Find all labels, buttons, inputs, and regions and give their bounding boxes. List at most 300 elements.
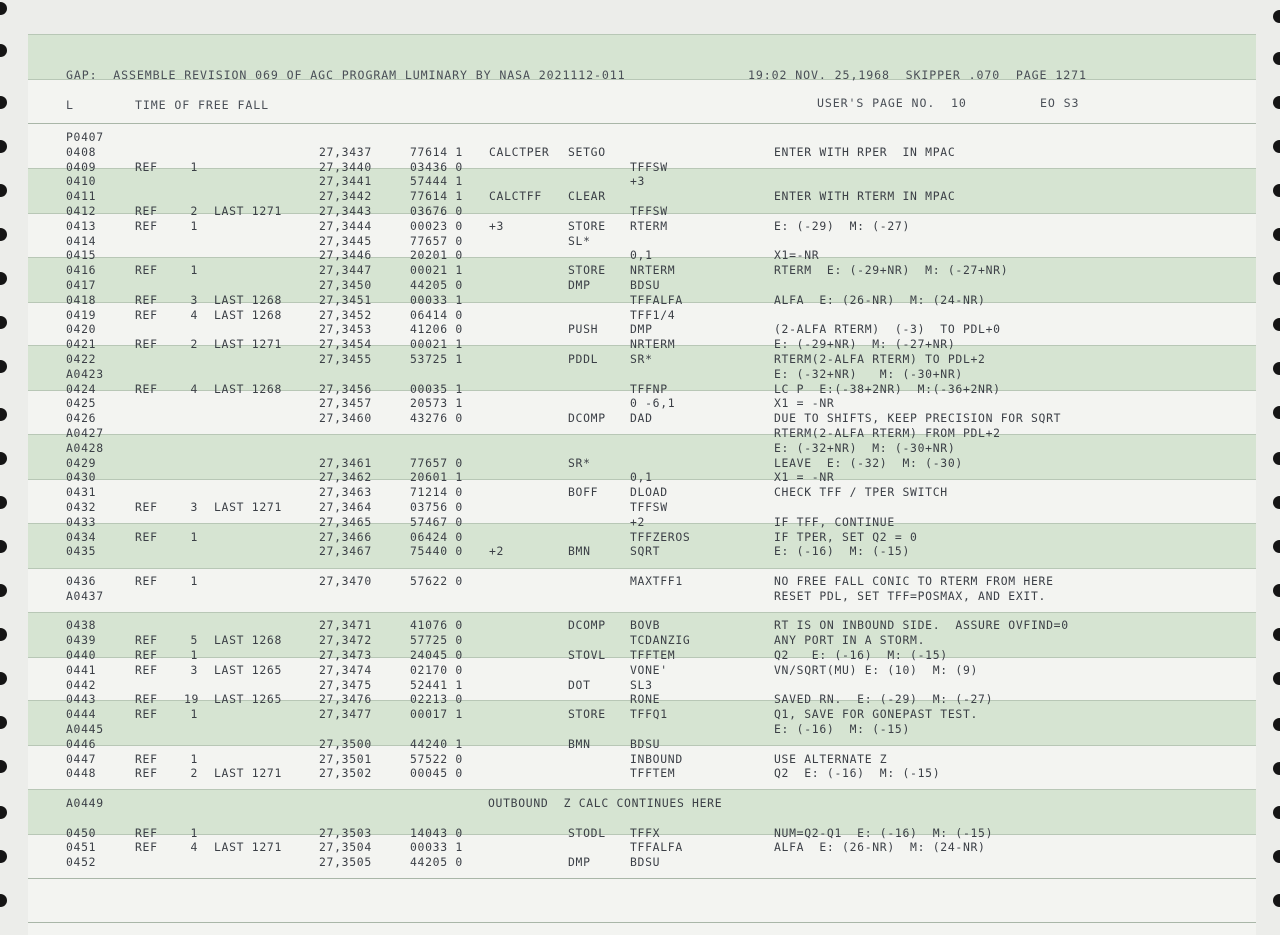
listing-row [0,174,1280,189]
comment: ALFA E: (26-NR) M: (24-NR) [774,292,986,307]
octal-word: 77614 1 [410,144,463,159]
section-title: TIME OF FREE FALL [135,98,269,112]
listing-row [0,589,1280,604]
octal-word: 77657 0 [410,455,463,470]
listing-row [0,544,1280,559]
address: 27,3457 [319,396,372,411]
ref-marker: REF [135,766,158,781]
line-number: 0442 [66,677,97,692]
last-ref: LAST 1271 [214,766,283,781]
listing-row [0,456,1280,471]
octal-word: 57444 1 [410,174,463,189]
octal-word: 03756 0 [410,500,463,514]
operand: TFFNP [630,381,668,396]
listing-row [0,337,1280,352]
opcode: DCOMP [568,618,606,633]
line-number: 0448 [66,766,97,781]
octal-word: 03436 0 [410,159,463,174]
operand: DAD [630,411,653,426]
opcode: SETGO [568,144,606,159]
opcode: STODL [568,825,606,840]
band-rule [28,878,1256,879]
operand: TFF1/4 [630,307,676,322]
users-page-number: USER'S PAGE NO. 10 [817,96,967,110]
listing-row [0,145,1280,160]
line-number: 0411 [66,189,97,204]
operand: TFFQ1 [630,707,668,722]
line-number: 0441 [66,662,97,677]
comment: RTERM(2-ALFA RTERM) FROM PDL+2 [774,426,1001,440]
page-letter: L [66,98,74,112]
comment: IF TPER, SET Q2 = 0 [774,529,918,544]
listing-row [0,707,1280,722]
ref-count: 2 [190,337,198,352]
line-number: 0438 [66,618,97,633]
operand: NRTERM [630,263,676,278]
ref-count: 1 [190,574,198,588]
opcode: DCOMP [568,411,606,426]
listing-row [0,722,1280,737]
address: 27,3471 [319,618,372,633]
band-rule [28,922,1256,923]
ref-marker: REF [135,500,158,514]
line-number: 0431 [66,485,97,500]
address: 27,3460 [319,411,372,426]
ref-count: 4 [190,381,198,396]
listing-row [0,278,1280,293]
comment: E: (-32+NR) M: (-30+NR) [774,440,956,455]
octal-word: 00033 1 [410,292,463,307]
comment: ENTER WITH RPER IN MPAC [774,144,956,159]
line-number: 0415 [66,248,97,263]
listing-row [0,752,1280,767]
line-number: 0432 [66,500,97,514]
listing-row [0,737,1280,752]
opcode: CLEAR [568,189,606,204]
opcode: SR* [568,455,591,470]
operand: SQRT [630,544,661,559]
operand: TCDANZIG [630,633,691,648]
opcode: STORE [568,707,606,722]
listing-row [0,411,1280,426]
ref-marker: REF [135,204,158,218]
comment: CHECK TFF / TPER SWITCH [774,485,948,500]
address: 27,3477 [319,707,372,722]
octal-word: 57622 0 [410,574,463,588]
address: 27,3450 [319,278,372,292]
comment: USE ALTERNATE Z [774,751,888,766]
last-ref: LAST 1268 [214,292,283,307]
operand: NRTERM [630,337,676,352]
ref-count: 1 [190,648,198,662]
octal-word: 00035 1 [410,381,463,396]
line-number: 0440 [66,648,97,662]
listing-row [0,530,1280,545]
opcode: DMP [568,278,591,292]
last-ref: LAST 1271 [214,840,283,855]
comment: VN/SQRT(MU) E: (10) M: (9) [774,662,979,677]
operand: VONE' [630,662,668,677]
address: 27,3474 [319,662,372,677]
ref-marker: REF [135,307,158,322]
ref-count: 3 [190,662,198,677]
comment: LC P E:(-38+2NR) M:(-36+2NR) [774,381,1001,396]
comment: X1 = -NR [774,470,835,485]
listing-row [0,396,1280,411]
listing-row [0,382,1280,397]
listing-row [0,515,1280,530]
operand: TFFTEM [630,648,676,662]
listing-row [0,426,1280,441]
last-ref: LAST 1271 [214,204,283,218]
listing-row [0,500,1280,515]
octal-word: 77657 0 [410,233,463,248]
address: 27,3440 [319,159,372,174]
octal-word: 20201 0 [410,248,463,263]
line-number: A0423 [66,366,104,381]
ref-count: 1 [190,218,198,233]
line-number: 0414 [66,233,97,248]
listing-row [0,248,1280,263]
line-number: 0417 [66,278,97,292]
octal-word: 41206 0 [410,322,463,337]
operand: BDSU [630,278,661,292]
address: 27,3502 [319,766,372,781]
operand: BOVB [630,618,661,633]
ref-count: 5 [190,633,198,648]
ref-marker: REF [135,707,158,722]
operand: TFFX [630,825,661,840]
comment: E: (-32+NR) M: (-30+NR) [774,366,963,381]
operand: +3 [630,174,646,189]
comment: NO FREE FALL CONIC TO RTERM FROM HERE [774,574,1054,588]
comment: E: (-29+NR) M: (-27+NR) [774,337,956,352]
line-number: 0424 [66,381,97,396]
opcode: STOVL [568,648,606,662]
address: 27,3451 [319,292,372,307]
ref-marker: REF [135,263,158,278]
listing-row [0,618,1280,633]
ref-count: 2 [190,204,198,218]
operand: TFFALFA [630,840,683,855]
last-ref: LAST 1268 [214,381,283,396]
address: 27,3466 [319,529,372,544]
comment: X1 = -NR [774,396,835,411]
opcode: DMP [568,855,591,870]
line-number: A0428 [66,440,104,455]
comment: (2-ALFA RTERM) (-3) TO PDL+0 [774,322,1001,337]
address: 27,3464 [319,500,372,514]
octal-word: 14043 0 [410,825,463,840]
address: 27,3452 [319,307,372,322]
address: 27,3441 [319,174,372,189]
address: 27,3437 [319,144,372,159]
listing-row [0,692,1280,707]
operand: 0 -6,1 [630,396,676,411]
line-number: 0430 [66,470,97,485]
ref-count: 1 [190,751,198,766]
address: 27,3463 [319,485,372,500]
address: 27,3501 [319,751,372,766]
octal-word: 02170 0 [410,662,463,677]
line-number: 0410 [66,174,97,189]
opcode: SL* [568,233,591,248]
listing-row [0,781,1280,796]
opcode: BMN [568,736,591,751]
opcode: STORE [568,218,606,233]
listing-row [0,826,1280,841]
octal-word: 20573 1 [410,396,463,411]
octal-word: 03676 0 [410,204,463,218]
ref-marker: REF [135,381,158,396]
line-number: 0418 [66,292,97,307]
last-ref: LAST 1271 [214,500,283,514]
line-number: A0427 [66,426,104,440]
octal-word: 44205 0 [410,278,463,292]
comment: X1=-NR [774,248,820,263]
address: 27,3445 [319,233,372,248]
listing-row [0,308,1280,323]
line-number: 0409 [66,159,97,174]
address: 27,3465 [319,514,372,529]
line-number: 0416 [66,263,97,278]
line-number: 0436 [66,574,97,588]
opcode: BOFF [568,485,599,500]
comment: LEAVE E: (-32) M: (-30) [774,455,963,470]
operand: RTERM [630,218,668,233]
octal-word: 06424 0 [410,529,463,544]
comment: E: (-16) M: (-15) [774,544,911,559]
comment: RTERM(2-ALFA RTERM) TO PDL+2 [774,352,986,366]
line-number: 0426 [66,411,97,426]
octal-word: 02213 0 [410,692,463,707]
octal-word: 77614 1 [410,189,463,204]
address: 27,3504 [319,840,372,855]
ref-count: 4 [190,840,198,855]
address: 27,3503 [319,825,372,840]
label: +3 [489,218,505,233]
comment: RTERM E: (-29+NR) M: (-27+NR) [774,263,1009,278]
listing-row [0,352,1280,367]
line-number: A0437 [66,588,104,603]
listing-row [0,204,1280,219]
octal-word: 00017 1 [410,707,463,722]
line-number: 0435 [66,544,97,559]
address: 27,3443 [319,204,372,218]
address: 27,3472 [319,633,372,648]
operand: +2 [630,514,646,529]
octal-word: 44205 0 [410,855,463,870]
listing-row [0,485,1280,500]
comment: E: (-16) M: (-15) [774,722,911,736]
ref-marker: REF [135,218,158,233]
ref-marker: REF [135,337,158,352]
ref-count: 1 [190,263,198,278]
listing-row [0,678,1280,693]
listing-row [0,234,1280,249]
octal-word: 53725 1 [410,352,463,366]
ref-count: 1 [190,529,198,544]
address: 27,3444 [319,218,372,233]
line-number: 0413 [66,218,97,233]
octal-word: 41076 0 [410,618,463,633]
line-number: 0408 [66,144,97,159]
operand: INBOUND [630,751,683,766]
line-number: 0447 [66,751,97,766]
octal-word: 00021 1 [410,337,463,352]
address: 27,3473 [319,648,372,662]
ref-marker: REF [135,574,158,588]
listing-row [0,796,1280,811]
octal-word: 52441 1 [410,677,463,692]
comment: RT IS ON INBOUND SIDE. ASSURE OVFIND=0 [774,618,1069,633]
opcode: STORE [568,263,606,278]
octal-word: 00045 0 [410,766,463,781]
address: 27,3461 [319,455,372,470]
octal-word: 57725 0 [410,633,463,648]
ref-count: 3 [190,500,198,514]
octal-word: 75440 0 [410,544,463,559]
ref-marker: REF [135,159,158,174]
last-ref: LAST 1268 [214,633,283,648]
ref-marker: REF [135,692,158,707]
listing-row [0,322,1280,337]
listing-row [0,855,1280,870]
eo-code: EO S3 [1040,96,1080,110]
operand: TFFZEROS [630,529,691,544]
comment: NUM=Q2-Q1 E: (-16) M: (-15) [774,825,994,840]
line-number: 0434 [66,529,97,544]
label: CALCTPER [489,144,550,159]
operand: BDSU [630,855,661,870]
address: 27,3470 [319,574,372,588]
listing-row [0,663,1280,678]
operand: TFFALFA [630,292,683,307]
ref-marker: REF [135,648,158,662]
operand: TFFTEM [630,766,676,781]
ref-marker: REF [135,840,158,855]
octal-word: 20601 1 [410,470,463,485]
octal-word: 00021 1 [410,263,463,278]
address: 27,3500 [319,736,372,751]
ref-count: 3 [190,292,198,307]
address: 27,3476 [319,692,372,707]
listing-row [0,840,1280,855]
comment: ENTER WITH RTERM IN MPAC [774,189,956,204]
operand: TFFSW [630,500,668,514]
last-ref: LAST 1268 [214,307,283,322]
operand: 0,1 [630,470,653,485]
address: 27,3455 [319,352,372,366]
date-page-header: 19:02 NOV. 25,1968 SKIPPER .070 PAGE 1271 [748,68,1087,82]
listing-row [0,470,1280,485]
line-number: A0445 [66,722,104,736]
comment: ALFA E: (26-NR) M: (24-NR) [774,840,986,855]
line-number: 0444 [66,707,97,722]
octal-word: 06414 0 [410,307,463,322]
operand: MAXTFF1 [630,574,683,588]
opcode: PDDL [568,352,599,366]
ref-count: 19 [184,692,200,707]
last-ref: LAST 1265 [214,662,283,677]
line-number: 0451 [66,840,97,855]
line-number: 0452 [66,855,97,870]
line-number: 0443 [66,692,97,707]
octal-word: 57467 0 [410,514,463,529]
octal-word: 00023 0 [410,218,463,233]
operand: TFFSW [630,159,668,174]
line-number: P0407 [66,130,104,144]
listing-row [0,189,1280,204]
octal-word: 00033 1 [410,840,463,855]
ref-count: 1 [190,825,198,840]
comment: E: (-29) M: (-27) [774,218,911,233]
listing-row [0,160,1280,175]
address: 27,3453 [319,322,372,337]
opcode: BMN [568,544,591,559]
line-number: 0439 [66,633,97,648]
assembly-header: GAP: ASSEMBLE REVISION 069 OF AGC PROGRAM LUMINARY BY NASA 2021112-011 [66,68,626,82]
listing-row [0,441,1280,456]
address: 27,3446 [319,248,372,263]
address: 27,3475 [319,677,372,692]
line-number: 0412 [66,204,97,218]
octal-word: 71214 0 [410,485,463,500]
ref-marker: REF [135,825,158,840]
operand: DLOAD [630,485,668,500]
last-ref: LAST 1265 [214,692,283,707]
address: 27,3462 [319,470,372,485]
comment: Q1, SAVE FOR GONEPAST TEST. [774,707,979,722]
ref-marker: REF [135,633,158,648]
listing-row [0,367,1280,382]
listing-row [0,559,1280,574]
address: 27,3454 [319,337,372,352]
ref-marker: REF [135,292,158,307]
address: 27,3505 [319,855,372,870]
comment: IF TFF, CONTINUE [774,514,895,529]
line-number: 0429 [66,455,97,470]
operand: SL3 [630,677,653,692]
label: CALCTFF [489,189,542,204]
ref-marker: REF [135,529,158,544]
octal-word: 43276 0 [410,411,463,426]
operand: BDSU [630,736,661,751]
band-rule [28,123,1256,124]
line-number: 0425 [66,396,97,411]
address: 27,3447 [319,263,372,278]
comment: ANY PORT IN A STORM. [774,633,926,648]
opcode: PUSH [568,322,599,337]
listing-row [0,574,1280,589]
listing-row [0,263,1280,278]
line-number: 0419 [66,307,97,322]
listing-row [0,811,1280,826]
ref-count: 1 [190,159,198,174]
ref-marker: REF [135,662,158,677]
listing-row [0,293,1280,308]
address: 27,3442 [319,189,372,204]
line-number: A0449 [66,796,104,810]
last-ref: LAST 1271 [214,337,283,352]
label: +2 [489,544,505,559]
operand: DMP [630,322,653,337]
address: 27,3467 [319,544,372,559]
octal-word: 57522 0 [410,751,463,766]
line-number: 0422 [66,352,97,366]
ref-marker: REF [135,751,158,766]
ref-count: 1 [190,707,198,722]
